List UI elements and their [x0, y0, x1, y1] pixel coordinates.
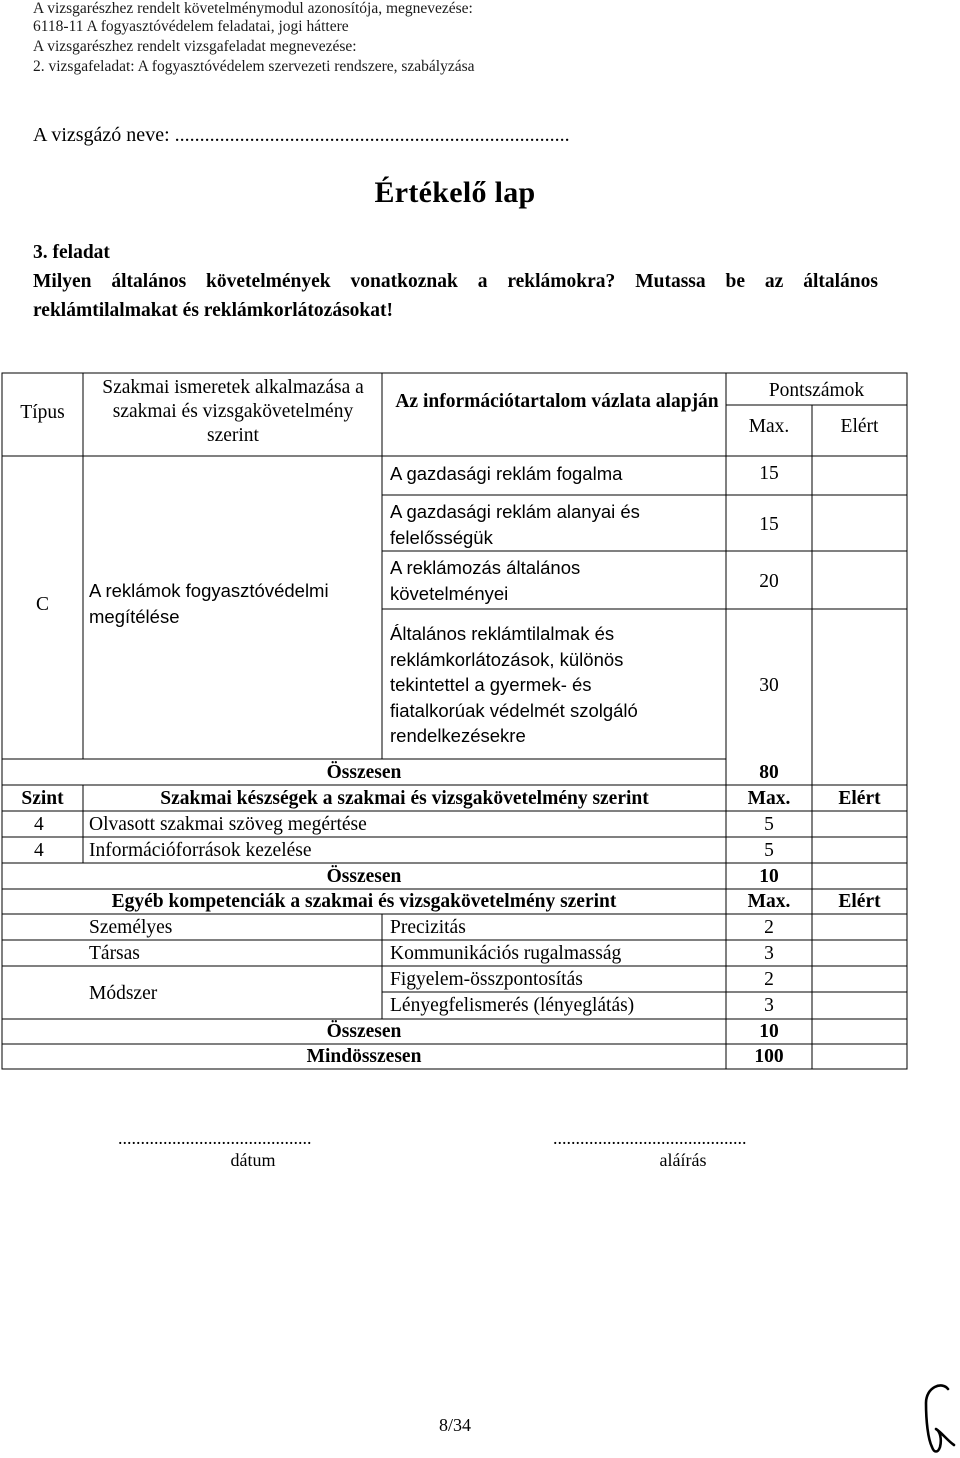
col-header-max: Max.	[748, 416, 790, 437]
info-row-4: Általános reklámtilalmak és reklámkorlátozások, különös tekintettel a gyermek- és fiatalkorúak védelmét szolgáló rendelkezésekre	[390, 623, 638, 746]
col-header-level: Szint	[21, 788, 64, 809]
page-title: Értékelő lap	[374, 176, 536, 209]
module-heading: A vizsgarészhez rendelt követelménymodul azonosítója, megnevezése:	[33, 0, 473, 17]
table3-col-max: Max.	[747, 891, 791, 912]
skill-row-1-level: 4	[34, 814, 44, 835]
skill-row-2-level: 4	[34, 840, 44, 861]
examinee-name-line[interactable]: A vizsgázó neve: ...............................................................................	[33, 124, 570, 146]
table2-total-value: 10	[759, 866, 779, 887]
info-row-3: A reklámozás általános követelményei	[390, 557, 581, 604]
date-dotted-line[interactable]: ...........................................	[118, 1128, 312, 1148]
date-label: dátum	[230, 1150, 276, 1170]
skill-row-2-max: 5	[764, 840, 774, 861]
other-row-4-max: 3	[764, 995, 774, 1016]
col-header-type: Típus	[20, 402, 65, 423]
module-name: 6118-11 A fogyasztóvédelem feladatai, jogi háttere	[33, 18, 349, 35]
info-row-1: A gazdasági reklám fogalma	[390, 463, 623, 484]
other-row-2-max: 3	[764, 943, 774, 964]
other-row-1-group: Személyes	[89, 917, 173, 938]
info-row-2: A gazdasági reklám alanyai és felelősségük	[390, 501, 640, 548]
other-row-4-text: Lényegfelismerés (lényeglátás)	[390, 995, 635, 1016]
exam-task-heading: A vizsgarészhez rendelt vizsgafeladat megnevezése:	[33, 38, 357, 55]
other-row-3-text: Figyelem-összpontosítás	[390, 969, 583, 990]
task-question: Milyen általános követelmények vonatkoznak a reklámokra? Mutassa be az általános reklámtilalmakat és reklámkorlátozásokat!	[33, 271, 878, 321]
table3-total-label: Összesen	[326, 1021, 402, 1042]
table2-col-achieved: Elért	[838, 788, 881, 809]
grand-total-label: Mindösszesen	[306, 1046, 422, 1067]
skill-row-2-text: Információforrások kezelése	[89, 840, 312, 861]
info-row-4-max: 30	[759, 675, 779, 696]
other-row-1-text: Precizitás	[390, 917, 466, 938]
col-header-knowledge: Szakmai ismeretek alkalmazása a szakmai és vizsgakövetelmény szerint	[102, 377, 364, 446]
table3-total-value: 10	[759, 1021, 779, 1042]
table1-total-label: Összesen	[326, 762, 402, 783]
info-row-1-max: 15	[759, 463, 779, 484]
col-header-achieved: Elért	[840, 416, 879, 437]
other-row-3-group: Módszer	[89, 983, 158, 1004]
knowledge-value: A reklámok fogyasztóvédelmi megítélése	[89, 580, 329, 627]
col-header-info: Az információtartalom vázlata alapján	[395, 391, 719, 412]
type-value: C	[35, 594, 49, 615]
table2-total-label: Összesen	[326, 866, 402, 887]
page-number: 8/34	[438, 1415, 471, 1435]
table2-col-max: Max.	[747, 788, 791, 809]
signature-label: aláírás	[659, 1150, 707, 1170]
info-row-2-max: 15	[759, 514, 779, 535]
other-row-2-group: Társas	[89, 943, 140, 964]
skill-row-1-text: Olvasott szakmai szöveg megértése	[89, 814, 367, 835]
other-row-2-text: Kommunikációs rugalmasság	[390, 943, 622, 964]
handwritten-signature-mark	[918, 1383, 956, 1455]
exam-task-name: 2. vizsgafeladat: A fogyasztóvédelem szervezeti rendszere, szabályzása	[33, 58, 475, 75]
other-row-3-max: 2	[764, 969, 774, 990]
skill-row-1-max: 5	[764, 814, 774, 835]
col-header-skills: Szakmai készségek a szakmai és vizsgakövetelmény szerint	[160, 788, 649, 809]
other-row-1-max: 2	[764, 917, 774, 938]
col-header-other: Egyéb kompetenciák a szakmai és vizsgakövetelmény szerint	[111, 891, 617, 912]
table1-total-value: 80	[759, 762, 779, 783]
info-row-3-max: 20	[759, 571, 779, 592]
col-header-points: Pontszámok	[768, 380, 865, 401]
table3-col-achieved: Elért	[838, 891, 881, 912]
signature-dotted-line[interactable]: ...........................................	[553, 1128, 747, 1148]
grand-total-value: 100	[754, 1046, 784, 1067]
task-number: 3. feladat	[33, 242, 110, 263]
